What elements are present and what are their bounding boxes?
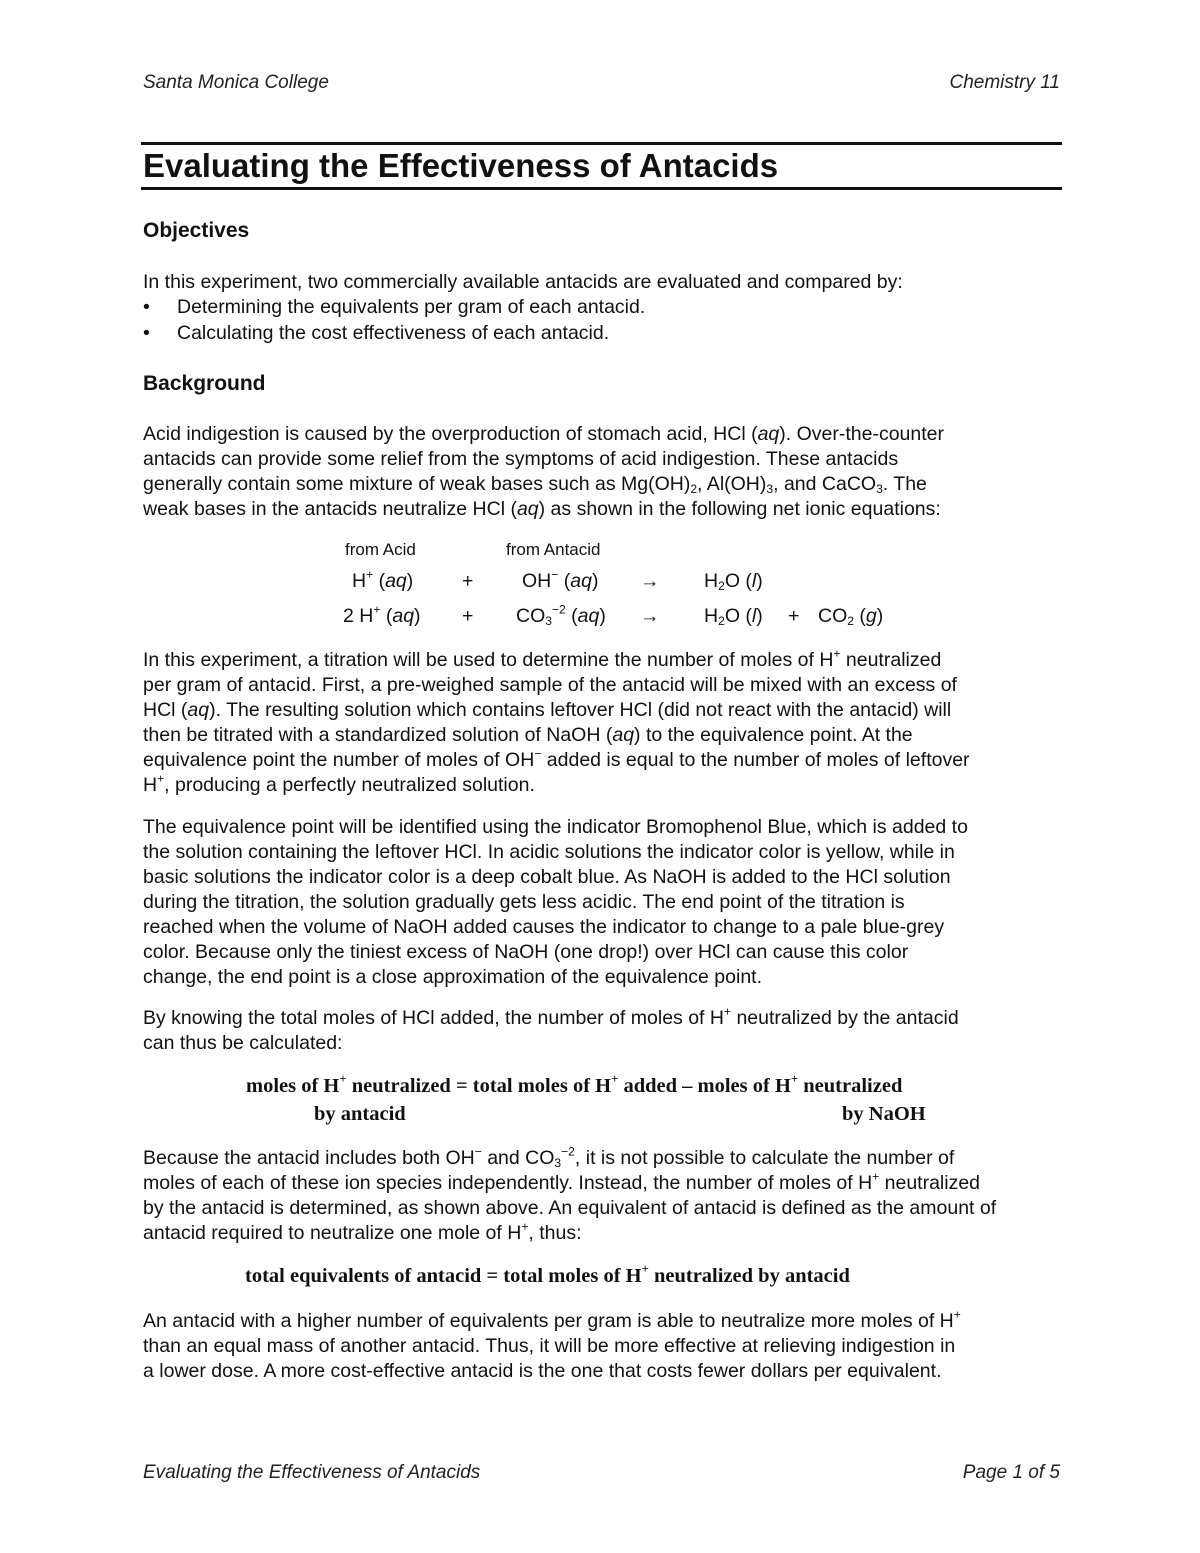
formula-sub-left: by antacid [314, 1103, 406, 1125]
eq2-acid: 2 H+ (aq) [343, 602, 421, 627]
title-rule-bottom [141, 187, 1062, 190]
title-rule-top [141, 142, 1062, 145]
background-paragraph-1: Acid indigestion is caused by the overproduction of stomach acid, HCl (aq). Over-the-counter antacids can provide some relief from the symptoms of acid indigestion. These antacids generally contain some mixture of weak bases such as $Mg(OH)_2$, $Al(OH)_3$, and CaCO$_3$. The weak bases in the antacids neutralize HCl (aq) as shown in the following net ionic equations: [143, 423, 945, 520]
eq1-plus: + [462, 570, 474, 592]
eq1-product: $H_2O$ (l) [704, 570, 763, 594]
equation-col-antacid: from Antacid [506, 540, 601, 559]
eq1-base: OH− (aq) [522, 567, 599, 592]
eq1-acid: H+ (aq) [352, 567, 414, 592]
objectives-list [143, 294, 645, 346]
footer-title: Evaluating the Effectiveness of Antacids [143, 1462, 481, 1483]
eq2-plus: + [462, 605, 474, 627]
eq2-plus-2: + [788, 605, 800, 627]
background-heading: Background [143, 372, 266, 395]
background-paragraph-2: In this experiment, a titration will be used to determine the number of moles of H+ neutralized per gram of antacid. First, a pre-weighed sample of the antacid will be mixed with an excess of HCl (aq). The resulting solution which contains leftover HCl (did not react with the antacid) will then be titrated with a standardized solution of NaOH (aq) to the equivalence point. At the equivalence point the number of moles of OH− added is equal to the number of moles of leftover H+, producing a perfectly neutralized solution. [143, 646, 970, 796]
footer-page-number: Page 1 of 5 [962, 1462, 1060, 1483]
header-institution: Santa Monica College [143, 72, 329, 93]
objective-item: • Determining the equivalents per gram of each antacid. [143, 294, 645, 320]
objective-item: • Calculating the cost effectiveness of each antacid. [143, 320, 645, 346]
page-title: Evaluating the Effectiveness of Antacids [143, 147, 779, 184]
formula-total-equivalents: total equivalents of antacid = total moles of H+ neutralized by antacid [245, 1262, 850, 1287]
background-paragraph-6: An antacid with a higher number of equivalents per gram is able to neutralize more moles of H+ than an equal mass of another antacid. Thus, it will be more effective at relieving indigestion in a lower dose. A more cost-effective antacid is the one that costs fewer dollars per equivalent. [143, 1307, 961, 1382]
eq2-co2: $CO_2$ (g) [818, 605, 884, 629]
background-paragraph-4: By knowing the total moles of HCl added, the number of moles of H+ neutralized by the antacid can thus be calculated: [143, 1004, 959, 1054]
objectives-intro: In this experiment, two commercially available antacids are evaluated and compared by: [143, 271, 903, 293]
background-paragraph-3: The equivalence point will be identified using the indicator Bromophenol Blue, which is added to the solution containing the leftover HCl. In acidic solutions the indicator color is yellow, while in basic solutions the indicator color is a deep cobalt blue. As NaOH is added to the HCl solution during the titration, the solution gradually gets less acidic. The end point of the titration is reached when the volume of NaOH added causes the indicator to change to a pale blue-grey color. Because only the tiniest excess of NaOH (one drop!) over HCl can cause this color change, the end point is a close approximation of the equivalence point. [143, 816, 968, 988]
background-paragraph-5: Because the antacid includes both OH− and $CO_3^{-2}$, it is not possible to calculate the number of moles of each of these ion species independently. Instead, the number of moles of H+ neutralized by the antacid is determined, as shown above. An equivalent of antacid is defined as the amount of antacid required to neutralize one mole of H+, thus: [143, 1144, 997, 1244]
objectives-heading: Objectives [143, 219, 250, 242]
eq2-product: $H_2O$ (l) [704, 605, 763, 629]
eq1-arrow: → [640, 570, 660, 592]
eq2-base: $CO_3^{-2}$ (aq) [516, 602, 606, 629]
header-course: Chemistry 11 [949, 72, 1060, 93]
eq2-arrow: → [640, 605, 660, 627]
equation-col-acid: from Acid [345, 540, 416, 559]
formula-moles-neutralized: moles of H+ neutralized = total moles of H+ added – moles of H+ neutralized [246, 1072, 903, 1097]
formula-sub-right: by NaOH [842, 1103, 926, 1125]
